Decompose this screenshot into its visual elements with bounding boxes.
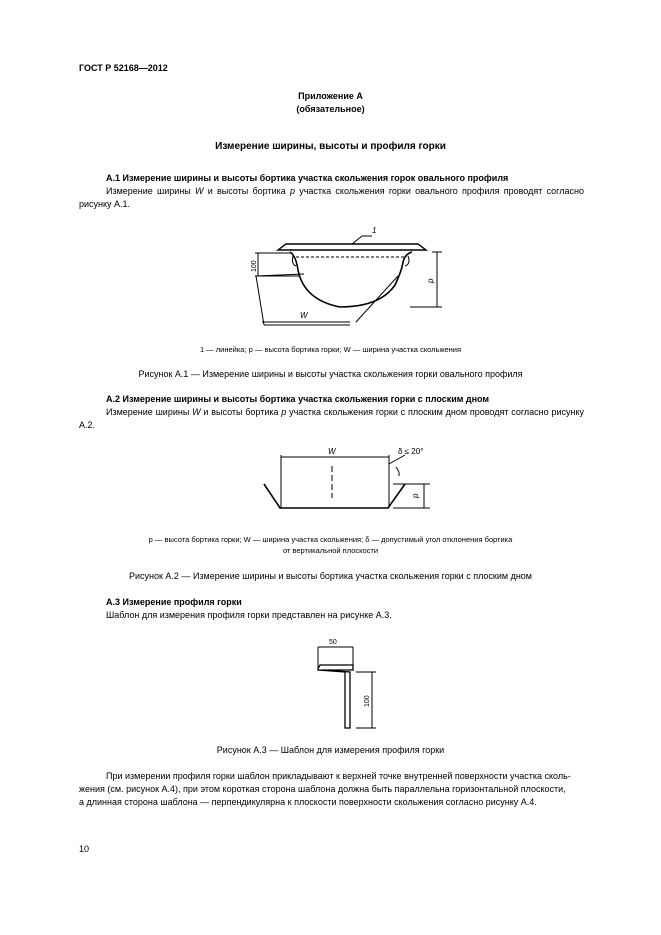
fig-a1-label-w: W — [300, 311, 308, 320]
fig-a1-label-p: p — [426, 278, 435, 283]
figure-a3-caption: Рисунок А.3 — Шаблон для измерения профиля горки — [216, 745, 445, 755]
document-id: ГОСТ Р 52168—2012 — [79, 63, 168, 73]
fig-a2-label-angle: δ ≤ 20° — [398, 447, 424, 456]
figure-a2-caption: Рисунок А.2 — Измерение ширины и высоты бортика участка скольжения горки с плоским дном — [128, 571, 532, 581]
figure-a1-caption: Рисунок А.1 — Измерение ширины и высоты участка скольжения горки овального профиля — [138, 369, 523, 379]
a2-heading: А.2 Измерение ширины и высоты бортика участка скольжения горки с плоским дном — [106, 394, 490, 404]
fig-a2-label-p: p — [411, 493, 420, 498]
a3-heading: А.3 Измерение профиля горки — [106, 597, 242, 607]
section-title: Измерение ширины, высоты и профиля горки — [215, 141, 446, 152]
a3-final-paragraph-line3: а длинная сторона шаблона — перпендикулярна к плоскости поверхности скольжения согласно рисунку А.4. — [79, 797, 537, 807]
a3-final-paragraph-line2: жения (см. рисунок А.4), при этом короткая сторона шаблона должна быть параллельна горизонтальной плоскости, — [79, 784, 566, 794]
page-number: 10 — [79, 844, 90, 854]
appendix-subtitle: (обязательное) — [296, 104, 365, 114]
a2-paragraph: Измерение ширины W и высоты бортика p участка скольжения горки с плоским дном проводят согласно рисунку А.2. — [79, 407, 584, 430]
a1-paragraph: Измерение ширины W и высоты бортика p участка скольжения горки овального профиля проводят согласно рисунку А.1. — [79, 186, 584, 209]
fig-a3-label-100: 100 — [364, 695, 371, 707]
fig-a3-label-50: 50 — [329, 639, 337, 646]
figure-a1-legend: 1 — линейка; p — высота бортика горки; W — ширина участка скольжения — [199, 345, 462, 354]
fig-a1-label-1: 1 — [372, 226, 377, 235]
figure-a2-legend-line2: от вертикальной плоскости — [282, 546, 379, 555]
a1-heading: А.1 Измерение ширины и высоты бортика участка скольжения горок овального профиля — [106, 173, 509, 183]
figure-a2-legend-line1: p — высота бортика горки; W — ширина участка скольжения; δ — допустимый угол отклонения бортика — [148, 535, 513, 544]
fig-a1-label-100: 100 — [251, 260, 258, 272]
fig-a2-label-w: W — [328, 447, 336, 456]
a3-final-paragraph-line1: При измерении профиля горки шаблон прикладывают к верхней точке внутренней поверхности участка сколь- — [106, 771, 571, 781]
a3-paragraph: Шаблон для измерения профиля горки представлен на рисунке А.3. — [106, 610, 392, 620]
appendix-title: Приложение А — [298, 91, 363, 101]
